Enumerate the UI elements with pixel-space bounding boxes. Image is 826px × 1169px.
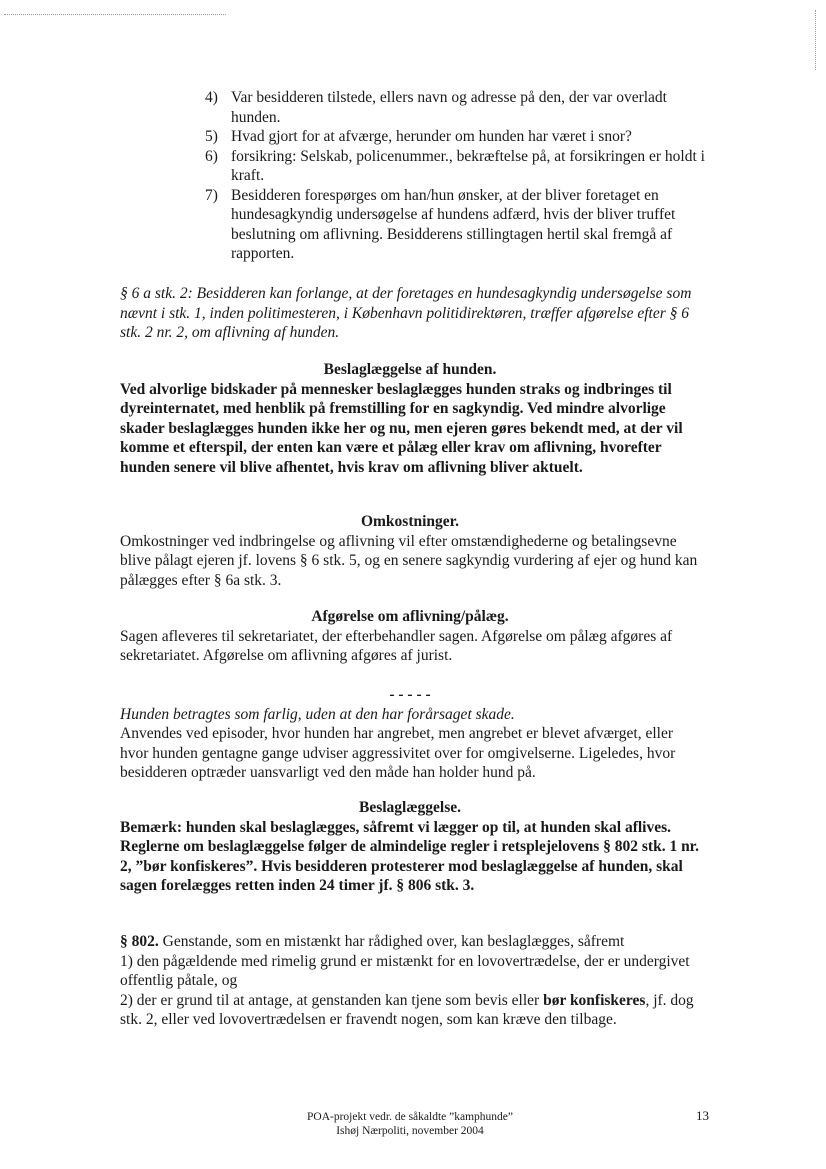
page-number: 13 [696,1108,709,1123]
section-paragraph-802 [120,932,700,1030]
paragraph-802-item-1: 1) den pågældende med rimelig grund er mistænkt for en lovovertrædelse, der er undergivet offentlig påtale, og [120,952,690,989]
paragraph-802-item-2 [120,991,700,1030]
list-item [205,186,705,264]
scan-artifact-top [4,14,226,15]
paragraph-label: § 802. [120,933,159,950]
list-item-text: Hvad gjort for at afværge, herunder om hunden har været i snor? [231,128,632,145]
paragraph-802-intro [120,932,700,952]
list-item-text: Var besidderen tilstede, ellers navn og adresse på den, der var overladt hunden. [231,89,667,126]
section-italic-line: Hunden betragtes som farlig, uden at den har forårsaget skade. [120,705,515,723]
list-item [205,147,705,186]
section-body: Ved alvorlige bidskader på mennesker beslaglægges hunden straks og indbringes til dyreinternatet, med henblik på fremstilling for en sagkyndig. Ved mindre alvorlige skader beslaglægges hunden ikke her og nu, men ejeren gøres bekendt med, at der vil komme et efterspil, der enten kan være et pålæg eller krav om aflivning, hvorefter hunden senere vil blive afhentet, hvis krav om aflivning bliver aktuelt. [120,380,683,476]
section-body: Omkostninger ved indbringelse og aflivning vil efter omstændighederne og betalingsevne blive pålagt ejeren jf. lovens § 6 stk. 5, og en senere sagkyndig vurdering af ejer og hund kan pålægges efter § 6a stk. 3. [120,532,698,589]
list-item-text: Besidderen forespørges om han/hun ønsker, at der bliver foretaget en hundesagkyndig undersøgelse af hundens adfærd, hvis der bliver truffet beslutning om aflivning. Besidderens stillingtagen hertil skal fremgå af rapporten. [231,186,676,262]
page-footer [250,1110,570,1138]
section-costs [120,512,700,590]
section-heading: Omkostninger. [360,513,460,530]
item-emphasis: bør konfiskeres [543,991,646,1009]
paragraph-text: Genstande, som en mistænkt har rådighed over, kan beslaglægges, såfremt [158,933,625,950]
section-decision [120,607,700,666]
section-heading: Afgørelse om aflivning/pålæg. [311,608,509,625]
numbered-list [205,88,705,264]
section-dangerous-dog [120,685,700,783]
list-item-number: 7) [205,186,218,204]
list-item [205,88,705,127]
item-text: 2) der er grund til at antage, at genstanden kan tjene som bevis eller [120,991,544,1009]
footer-project-title: POA-projekt vedr. de såkaldte ”kamphunde” [307,1111,513,1123]
section-body: Bemærk: hunden skal beslaglægges, såfremt vi lægger op til, at hunden skal aflives. Reglerne om beslaglæggelse følger de almindelige regler i retsplejelovens § 802 stk. 1 nr. 2, ”bør konfiskeres”. Hvis besidderen protesterer mod beslaglæggelse af hunden, skal sagen forelægges retten inden 24 timer jf. § 806 stk. 3. [120,818,700,894]
section-heading: Beslaglæggelse af hunden. [323,361,497,378]
list-item-text: forsikring: Selskab, policenummer., bekræftelse på, at forsikringen er holdt i kraft. [231,147,705,184]
section-heading: Beslaglæggelse. [358,799,462,816]
section-seizure-note [120,798,700,896]
law-citation-paragraph: § 6 a stk. 2: Besidderen kan forlange, at der foretages en hundesagkyndig undersøgelse som nævnt i stk. 1, inden politimesteren, i København politidirektøren, træffer afgørelse efter § 6 stk. 2 nr. 2, om aflivning af hunden. [120,285,692,341]
separator: - - - - - [389,686,431,703]
list-item-number: 6) [205,147,218,165]
list-item-number: 4) [205,89,218,106]
scan-artifact-right [815,10,816,70]
item-text: , jf. dog stk. 2, eller ved lovovertrædelsen er fravendt nogen, som kan kræve den tilbage. [120,991,694,1028]
section-seizure-of-dog [120,360,700,477]
list-item [205,127,705,147]
section-body: Anvendes ved episoder, hvor hunden har angrebet, men angrebet er blevet afværget, eller hvor hunden gentagne gange udviser aggressivitet over for omgivelserne. Ligeledes, hvor besidderen optræder uansvarligt ved den måde han holder hund på. [120,725,676,781]
list-item-number: 5) [205,128,218,145]
footer-organisation: Ishøj Nærpoliti, november 2004 [336,1125,484,1137]
section-body: Sagen afleveres til sekretariatet, der efterbehandler sagen. Afgørelse om pålæg afgøres af sekretariatet. Afgørelse om aflivning afgøres af jurist. [120,627,673,664]
